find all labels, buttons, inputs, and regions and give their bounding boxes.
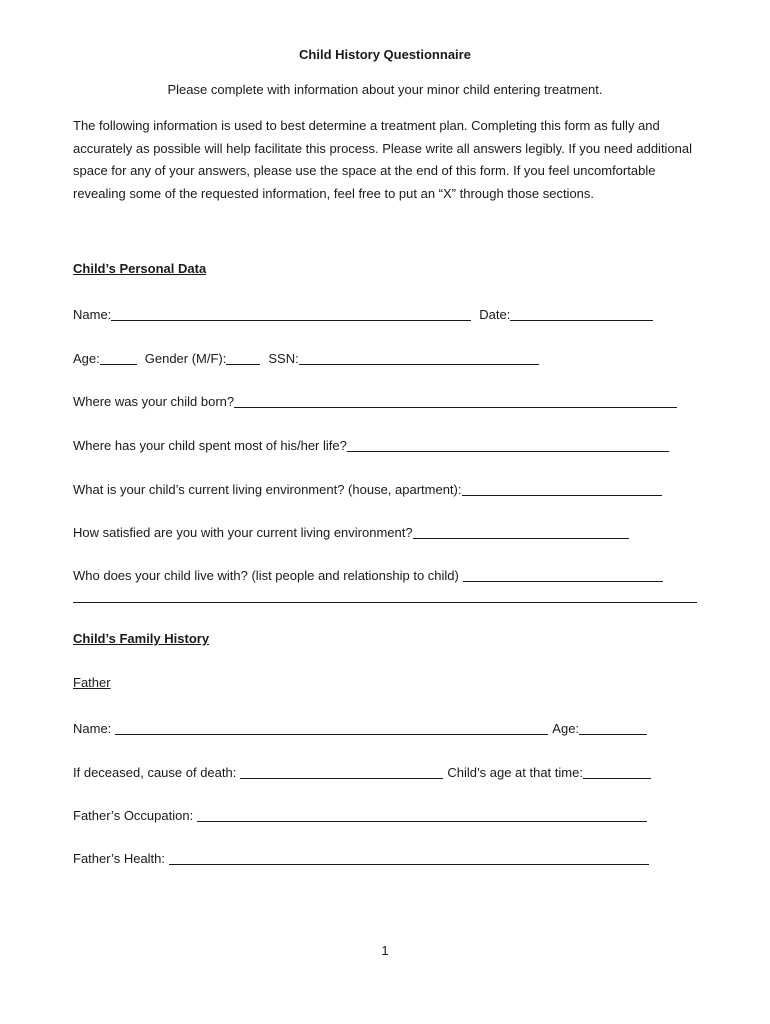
- lives-with-extra-line[interactable]: [73, 602, 697, 603]
- health-field[interactable]: [169, 850, 649, 865]
- child-age-label: Child’s age at that time:: [447, 765, 583, 780]
- satisfied-row: [73, 522, 629, 540]
- father-name-label: Name:: [73, 721, 112, 736]
- gender-field[interactable]: [226, 350, 260, 365]
- born-row: [73, 391, 677, 409]
- born-label: Where was your child born?: [73, 394, 235, 409]
- date-label: Date:: [479, 307, 511, 322]
- personal-data-heading: Child’s Personal Data: [73, 261, 207, 276]
- lives-with-field[interactable]: [463, 567, 663, 582]
- name-field[interactable]: [111, 306, 471, 321]
- living-env-label: What is your child’s current living environment? (house, apartment):: [73, 482, 462, 497]
- ssn-field[interactable]: [299, 350, 539, 365]
- page-number: 1: [381, 943, 389, 958]
- age-field[interactable]: [100, 350, 137, 365]
- intro-paragraph: The following information is used to best determine a treatment plan. Completing this form as fully and accurately as possible will help facilitate this process. Please write all answers legibly. If you need additional space for any of your answers, please use the space at the end of this form. If you feel uncomfortable revealing some of the requested information, feel free to put an “X” through those sections.: [73, 118, 693, 201]
- deceased-label: If deceased, cause of death:: [73, 765, 237, 780]
- health-label: Father’s Health:: [73, 851, 166, 866]
- born-field[interactable]: [234, 393, 677, 408]
- father-name-field[interactable]: [115, 720, 548, 735]
- form-subtitle: Please complete with information about your minor child entering treatment.: [167, 82, 603, 97]
- date-field[interactable]: [510, 306, 653, 321]
- health-row: [73, 848, 649, 866]
- father-age-label: Age:: [552, 721, 580, 736]
- occupation-row: [73, 805, 647, 823]
- life-label: Where has your child spent most of his/her life?: [73, 438, 347, 453]
- living-env-row: [73, 479, 662, 497]
- lives-with-label: Who does your child live with? (list people and relationship to child): [73, 568, 459, 583]
- lives-with-row: [73, 565, 663, 583]
- satisfied-label: How satisfied are you with your current living environment?: [73, 525, 413, 540]
- form-title: Child History Questionnaire: [299, 47, 471, 62]
- occupation-field[interactable]: [197, 807, 647, 822]
- child-age-field[interactable]: [583, 764, 651, 779]
- name-date-row: [73, 304, 653, 322]
- father-name-age-row: [73, 718, 647, 736]
- deceased-field[interactable]: [240, 764, 443, 779]
- life-row: [73, 435, 669, 453]
- father-heading: Father: [73, 675, 111, 690]
- living-env-field[interactable]: [462, 481, 662, 496]
- deceased-row: [73, 762, 651, 780]
- ssn-label: SSN:: [268, 351, 299, 366]
- name-label: Name:: [73, 307, 112, 322]
- life-field[interactable]: [347, 437, 669, 452]
- age-gender-ssn-row: [73, 348, 539, 366]
- gender-label: Gender (M/F):: [144, 351, 227, 366]
- father-age-field[interactable]: [579, 720, 647, 735]
- age-label: Age:: [73, 351, 100, 366]
- family-history-heading: Child’s Family History: [73, 631, 210, 646]
- occupation-label: Father’s Occupation:: [73, 808, 194, 823]
- satisfied-field[interactable]: [413, 524, 629, 539]
